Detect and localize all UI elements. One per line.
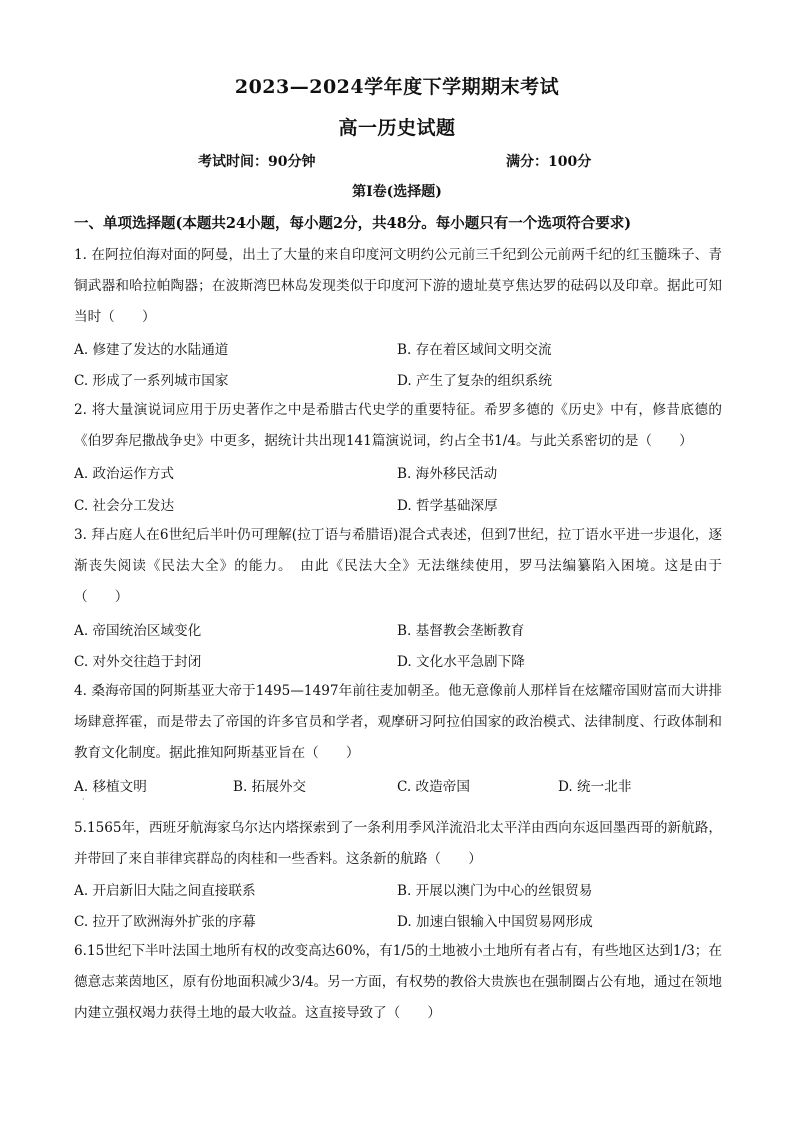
question-1-stem: 1. 在阿拉伯海对面的阿曼，出土了大量的来自印度河文明约公元前三千纪到公元前两千纪的红玉髓珠子、青铜武器和哈拉帕陶器；在波斯湾巴林岛发现类似于印度河下游的遗址莫亨焦达罗的砝码以及印章。据此可知当时（ ） — [74, 247, 722, 325]
question-5-option-b[interactable]: B. 开展以澳门为中心的丝银贸易 — [397, 883, 593, 899]
question-3-option-d[interactable]: D. 文化水平急剧下降 — [397, 654, 525, 670]
question-2-stem: 2. 将大量演说词应用于历史著作之中是希腊古代史学的重要特征。希罗多德的《历史》中有，修昔底德的《伯罗奔尼撒战争史》中更多，据统计共出现141篇演说词，约占全书1/4。与此关系密切的是（ ） — [74, 402, 722, 449]
question-2-option-a[interactable]: A. 政治运作方式 — [74, 466, 175, 482]
question-1-option-c[interactable]: C. 形成了一系列城市国家 — [74, 373, 229, 389]
question-4-stem: 4. 桑海帝国的阿斯基亚大帝于1495—1497年前往麦加朝圣。他无意像前人那样旨在炫耀帝国财富而大讲排场肆意挥霍，而是带去了帝国的许多官员和学者，观摩研习阿拉伯国家的政治模式、法律制度、行政体制和教育文化制度。据此推知阿斯基亚旨在（ ） — [74, 683, 722, 761]
question-4-option-d[interactable]: D. 统一北非 — [558, 779, 632, 795]
question-3-option-c[interactable]: C. 对外交往趋于封闭 — [74, 654, 202, 670]
question-1-option-d[interactable]: D. 产生了复杂的组织系统 — [397, 373, 552, 389]
question-2-option-b[interactable]: B. 海外移民活动 — [397, 466, 498, 482]
question-2-option-c[interactable]: C. 社会分工发达 — [74, 498, 175, 514]
question-1-option-b[interactable]: B. 存在着区域间文明交流 — [397, 342, 552, 358]
exam-subtitle: 高一历史试题 — [338, 117, 456, 139]
question-3-stem: 3. 拜占庭人在6世纪后半叶仍可理解(拉丁语与希腊语)混合式表述，但到7世纪，拉丁语水平进一步退化，逐渐丧失阅读《民法大全》的能力。 由此《民法大全》无法继续使用，罗马法编纂陷入困境。这是由于（ ） — [74, 527, 722, 605]
question-4-option-a[interactable]: A. 移植文明 — [74, 779, 147, 795]
question-5-stem: 5.1565年，西班牙航海家乌尔达内塔探索到了一条利用季风洋流沿北太平洋由西向东返回墨西哥的新航路，并带回了来自菲律宾群岛的肉桂和一些香料。这条新的航路（ ） — [74, 820, 722, 867]
question-4-option-b[interactable]: B. 拓展外交 — [233, 779, 307, 795]
question-3-option-b[interactable]: B. 基督教会垄断教育 — [397, 623, 525, 639]
question-2-option-d[interactable]: D. 哲学基础深厚 — [397, 498, 498, 514]
exam-time: 考试时间：90分钟 — [198, 154, 316, 170]
question-6-stem: 6.15世纪下半叶法国土地所有权的改变高达60%，有1/5的土地被小土地所有者占有，有些地区达到1/3；在德意志莱茵地区，原有份地面积减少3/4。另一方面，有权势的教俗大贵族也在强制圈占公有地，通过在领地内建立强权竭力获得土地的最大收益。这直接导致了（ ） — [74, 943, 722, 1021]
question-5-option-a[interactable]: A. 开启新旧大陆之间直接联系 — [74, 883, 256, 899]
question-instruction: 一、单项选择题(本题共24小题，每小题2分，共48分。每小题只有一个选项符合要求) — [74, 215, 632, 232]
footnote-mark: · — [82, 795, 85, 804]
question-5-option-d[interactable]: D. 加速白银输入中国贸易网形成 — [397, 914, 593, 930]
question-5-option-c[interactable]: C. 拉开了欧洲海外扩张的序幕 — [74, 914, 256, 930]
question-3-option-a[interactable]: A. 帝国统治区域变化 — [74, 623, 202, 639]
full-score: 满分：100分 — [506, 154, 592, 170]
exam-title: 2023—2024学年度下学期期末考试 — [234, 76, 560, 98]
question-4-option-c[interactable]: C. 改造帝国 — [397, 779, 470, 795]
question-1-option-a[interactable]: A. 修建了发达的水陆通道 — [74, 342, 229, 358]
section-title: 第Ⅰ卷(选择题) — [352, 184, 442, 200]
